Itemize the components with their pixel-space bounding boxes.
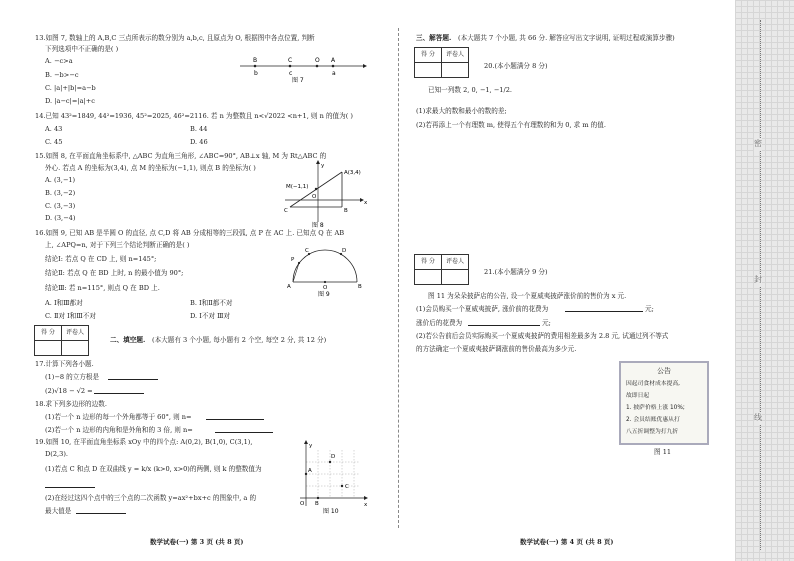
q13-stem2: 下列选项中不正确的是( ) [45, 45, 119, 53]
fig8-label: 图 8 [312, 222, 324, 228]
score-label: 得 分 [415, 255, 442, 270]
q21-heading: 21.(本小题满分 9 分) [484, 268, 548, 276]
margin-char-seal: 密 [754, 138, 762, 151]
triangle-figure [280, 160, 370, 228]
q13-option-c: C. |a|+|b|=a−b [45, 84, 96, 92]
q19-stem: 19.如图 10, 在平面直角坐标系 xOy 中的四个点: A(0,2), B(1,0), C(3,1), [35, 438, 253, 446]
score-cell[interactable] [415, 270, 442, 285]
notice-line: 1. 披萨价格上涨 10%; [626, 405, 685, 412]
grader-cell[interactable] [442, 270, 469, 285]
coordinate-grid-figure [298, 440, 370, 514]
axis-label-b: B [253, 57, 258, 64]
notice-title: 公告 [657, 367, 671, 375]
q18-answer-2[interactable] [215, 425, 273, 433]
q18-stem: 18.求下列多边形的边数. [35, 400, 107, 408]
q14-stem: 14.已知 43²=1849, 44²=1936, 45²=2025, 46²=2116. 若 n 为整数且 n<√2022 <n+1, 则 n 的值为( ) [35, 112, 353, 120]
axis-val-a: a [332, 70, 336, 77]
q17-answer-1[interactable] [108, 372, 158, 380]
q15-stem2: 外心. 若点 A 的坐标为(3,4), 点 M 的坐标为(−1,1), 则点 B 的坐标为( ) [45, 164, 256, 172]
fig9-o: O [323, 285, 328, 291]
svg-text:O: O [312, 194, 317, 200]
q21-answer-1[interactable] [565, 304, 643, 312]
notice-line: 八五折调整为打九折 [626, 429, 679, 436]
q14-option-c: C. 45 [45, 138, 63, 146]
q14-option-b: B. 44 [190, 125, 208, 133]
q13-option-a: A. −c>a [45, 57, 73, 65]
grader-cell[interactable] [442, 63, 469, 78]
axis-val-c: c [289, 70, 293, 77]
score-label: 得 分 [415, 48, 442, 63]
q20-heading: 20.(本小题满分 8 分) [484, 62, 548, 70]
margin-char-line: 线 [754, 412, 762, 425]
q19-part1: (1)若点 C 和点 D 在双曲线 y = k/x (k>0, x>0)的两侧, 则 k 的整数值为 [45, 465, 262, 473]
number-line-figure [235, 52, 370, 84]
q15-option-d: D. (3,−4) [45, 214, 76, 222]
q15-option-a: A. (3,−1) [45, 176, 76, 184]
svg-text:x: x [364, 200, 368, 206]
q13-stem: 13.如图 7, 数轴上的 A,B,C 三点所表示的数分别为 a,b,c, 且原点为 O, 根据图中各点位置, 判断 [35, 34, 315, 42]
score-cell[interactable] [35, 341, 62, 356]
fig9-c: C [305, 248, 309, 254]
fig10-b: B [315, 501, 319, 507]
score-box-section2 [34, 325, 89, 356]
q21-unit-2: 元; [542, 319, 551, 327]
fig11-label: 图 11 [654, 448, 672, 456]
fig9-label: 图 9 [318, 291, 330, 298]
q16-stem: 16.如图 9, 已知 AB 是半圆 O 的直径, 点 C,D 将 AB 分成相等的三段弧, 点 P 在 AC 上. 已知点 Q 在 AB [35, 229, 345, 237]
q16-option-a: A. Ⅰ和Ⅲ都对 [45, 299, 83, 307]
score-cell[interactable] [415, 63, 442, 78]
q18-part1: (1)若一个 n 边形的每一个外角都等于 60°, 则 n= [45, 413, 192, 421]
grader-cell[interactable] [62, 341, 89, 356]
q19-answer-1[interactable] [45, 480, 95, 488]
q17-part1: (1)−8 的立方根是 [45, 373, 100, 381]
q21-part1: (1)会员购买一个夏威夷披萨, 涨价前的花费为 [416, 305, 549, 313]
q19-part3: 最大值是 [45, 507, 72, 515]
svg-text:B: B [344, 208, 348, 214]
margin-char-close: 封 [754, 274, 762, 287]
q21-intro: 图 11 为朵朵披萨店的公告, 设一个夏威夷披萨涨价前的售价为 x 元. [428, 292, 627, 300]
fig10-label: 图 10 [323, 508, 339, 514]
q21-part2b: 的方法确定一个夏威夷披萨调涨前的售价最高为多少元. [416, 345, 577, 353]
q15-option-c: C. (3,−3) [45, 202, 76, 210]
axis-label-c: C [288, 57, 293, 64]
fig8-a-label: A(3,4) [344, 170, 361, 176]
binding-margin [735, 0, 794, 561]
score-box-q21 [414, 254, 469, 285]
q19-part2: (2)在经过这四个点中的三个点的二次函数 y=ax²+bx+c 的图象中, a 的 [45, 494, 257, 502]
q18-part2: (2)若一个 n 边形的内角和是外角和的 3 倍, 则 n= [45, 426, 193, 434]
fig10-y: y [309, 443, 313, 449]
svg-text:C: C [284, 208, 288, 214]
axis-val-b: b [254, 70, 258, 77]
fig10-a: A [308, 468, 312, 474]
notice-line: 故即日起 [626, 393, 650, 400]
fig10-c: C [345, 484, 349, 490]
q20-part2: (2)若再添上一个有理数 m, 使得五个有理数的和为 0, 求 m 的值. [416, 121, 606, 129]
q16-stem2: 上, ∠APQ=n, 对于下列三个结论判断正确的是( ) [45, 241, 190, 249]
pizza-notice [619, 361, 709, 445]
q21-part2: (2)若公告前后会员实际购买一个夏威夷披萨的费用相差最多为 2.8 元, 试通过列不等式 [416, 332, 669, 340]
q17-part2: (2)√18 − √2 = [45, 387, 93, 395]
right-footer: 数学试卷(一) 第 4 页 (共 8 页) [520, 538, 614, 547]
svg-text:y: y [321, 163, 325, 169]
grader-label: 评卷人 [62, 326, 89, 341]
q19-stem2: D(2,3). [45, 450, 69, 458]
grader-label: 评卷人 [442, 255, 469, 270]
notice-line: 2. 会员结账优惠从打 [626, 417, 680, 424]
q16-option-d: D. Ⅰ不对 Ⅲ对 [190, 312, 231, 320]
q16-option-c: C. Ⅱ对 Ⅰ和Ⅲ不对 [45, 312, 96, 320]
q18-answer-1[interactable] [206, 412, 264, 420]
q16-conclusion-2: 结论Ⅱ: 若点 Q 在 BD 上时, n 的最小值为 90°; [45, 269, 184, 277]
q19-answer-2[interactable] [76, 506, 126, 514]
left-footer: 数学试卷(一) 第 3 页 (共 8 页) [150, 538, 244, 547]
grader-label: 评卷人 [442, 48, 469, 63]
q14-option-a: A. 43 [45, 125, 63, 133]
q15-stem: 15.如图 8, 在平面直角坐标系中, △ABC 为直角三角形, ∠ABC=90°, AB⊥x 轴, M 为 Rt△ABC 的 [35, 152, 327, 160]
q16-conclusion-3: 结论Ⅲ: 若 n=115°, 则点 Q 在 BD 上. [45, 284, 160, 292]
fig10-d: D [331, 454, 336, 460]
fig9-a: A [287, 284, 291, 290]
fig9-d: D [342, 248, 347, 254]
q16-option-b: B. Ⅰ和Ⅱ都不对 [190, 299, 233, 307]
page-divider [398, 28, 399, 528]
q13-option-b: B. −b>−c [45, 71, 79, 79]
axis-label-a: A [331, 57, 336, 64]
notice-line: 因起司食材成本提高, [626, 381, 681, 388]
section3-title: 三、解答题. [416, 34, 452, 42]
axis-label-o: O [315, 57, 320, 64]
q20-given: 已知一列数 2, 0, −1, −1/2. [428, 86, 512, 94]
fig10-x: x [364, 502, 368, 508]
section2-desc: (本大题有 3 个小题, 每小题有 2 个空, 每空 2 分, 共 12 分) [152, 336, 327, 344]
score-box-q20 [414, 47, 469, 78]
q21-unit-1: 元; [645, 305, 654, 313]
fig10-o: O [300, 501, 305, 507]
fig9-p: P [291, 257, 295, 263]
section3-desc: (本大题共 7 个小题, 共 66 分. 解答应写出文字说明, 证明过程或演算步骤) [458, 34, 675, 42]
semicircle-figure [285, 246, 365, 298]
q17-stem: 17.计算下列各小题. [35, 360, 94, 368]
q20-part1: (1)求最大的数和最小的数的差; [416, 107, 507, 115]
q13-option-d: D. |a−c|=|a|+c [45, 97, 95, 105]
fig7-label: 图 7 [292, 77, 304, 84]
fig9-b: B [358, 284, 362, 290]
score-label: 得 分 [35, 326, 62, 341]
q21-answer-2[interactable] [468, 318, 540, 326]
right-page [400, 0, 730, 561]
fig8-m-label: M(−1,1) [286, 184, 309, 190]
q15-option-b: B. (3,−2) [45, 189, 76, 197]
section2-title: 二、填空题. [110, 336, 146, 344]
q16-conclusion-1: 结论Ⅰ: 若点 Q 在 CD 上, 则 n=145°; [45, 255, 157, 263]
q17-answer-2[interactable] [94, 386, 144, 394]
q14-option-d: D. 46 [190, 138, 208, 146]
q21-part1b: 涨价后的花费为 [416, 319, 463, 327]
